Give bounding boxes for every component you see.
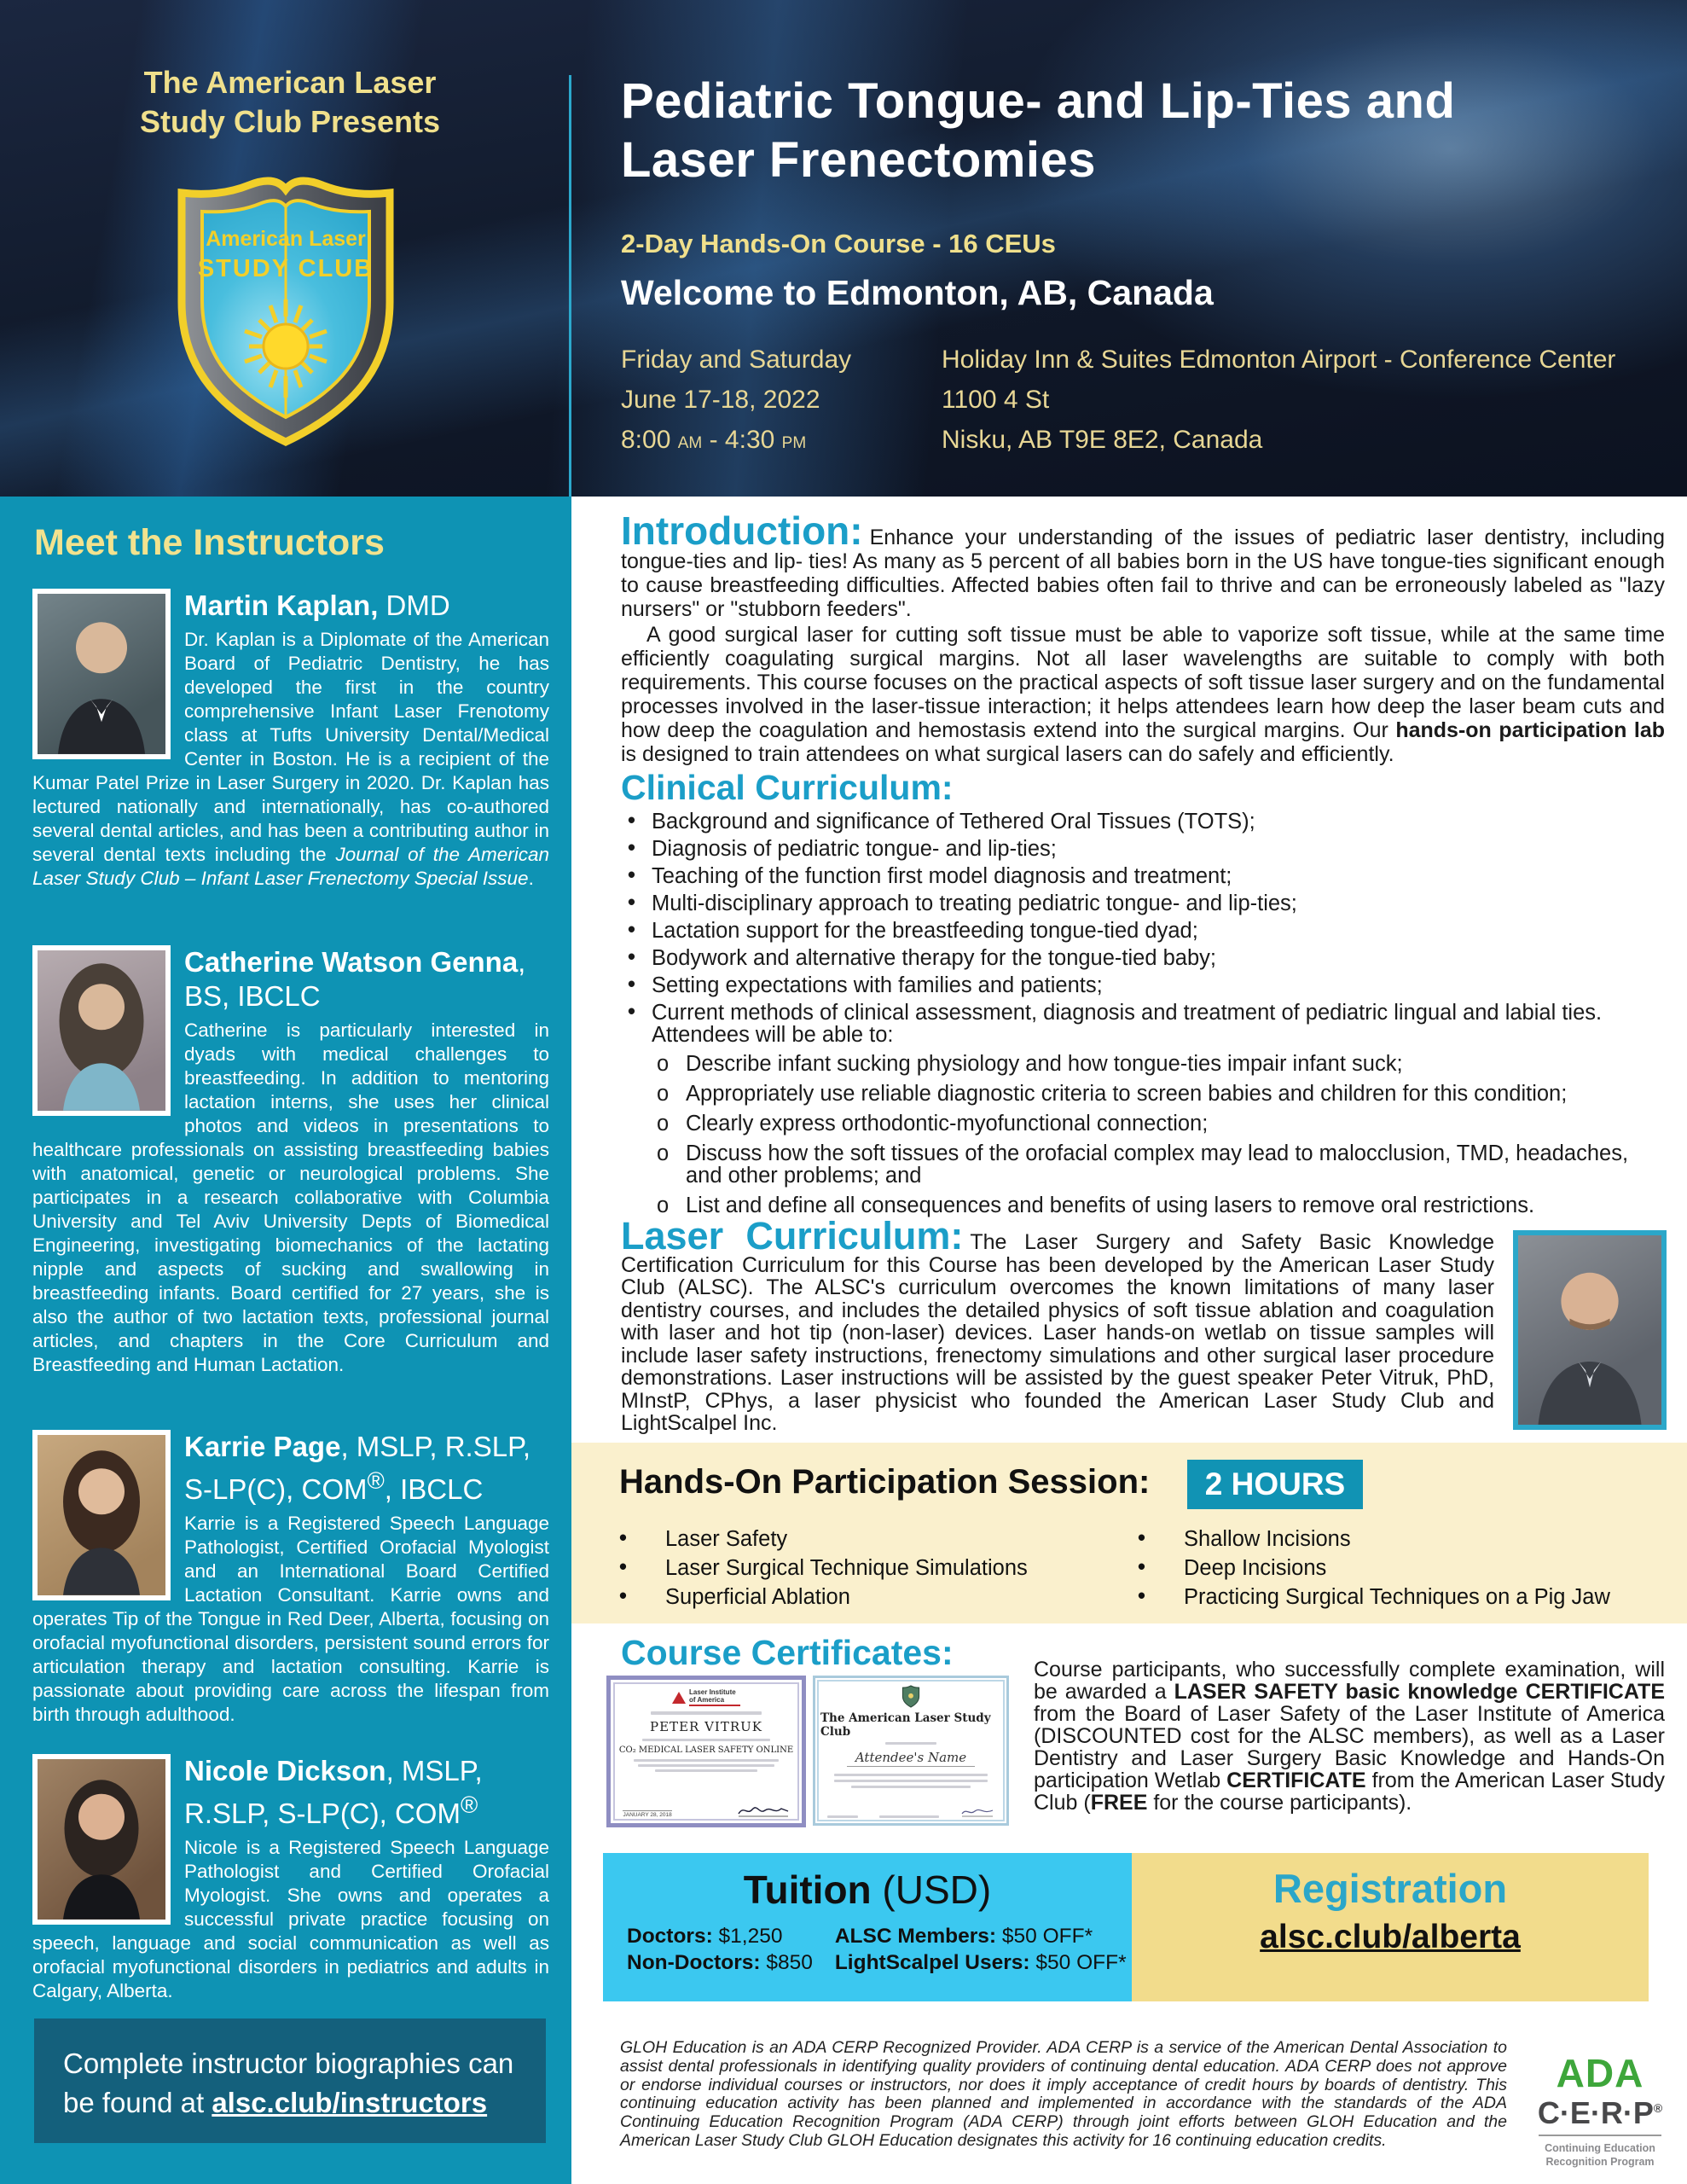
- cert-text-line: [642, 1739, 770, 1741]
- clinical-bullet: • Diagnosis of pediatric tongue- and lip-ties;: [621, 838, 1665, 860]
- certificates-heading: Course Certificates:: [621, 1633, 954, 1672]
- venue-street: 1100 4 St: [942, 386, 1050, 414]
- clinical-heading: Clinical Curriculum:: [621, 768, 954, 807]
- instructor-bios-note: Complete instructor biographies can be found at alsc.club/instructors: [34, 2018, 546, 2143]
- instructor-card-nicole-dickson: [32, 1754, 549, 2003]
- cert-text-line: [827, 1815, 858, 1818]
- certificates-paragraph: Course participants, who successfully complete examination, will be awarded a LASER SAFETY basic knowledge CERTIFICATE from the Board of Laser Safety of the Laser Institute of America (DISCOUNTED cost for the ALSC members), as well as a Laser Dentistry and Laser Surgery Basic Knowledge and Hands-On participation Wetlab CERTIFICATE from the American Laser Study Club (FREE for the course participants).: [1034, 1658, 1665, 1815]
- person-silhouette-icon: [38, 950, 165, 1111]
- hands-on-bullet: • Laser Safety: [619, 1528, 1097, 1550]
- clinical-sub-bullet: o Appropriately use reliable diagnostic criteria to screen babies and children for this condition;: [653, 1083, 1665, 1105]
- section-laser-curriculum: [621, 1214, 1667, 1438]
- laser-paragraph: The Laser Surgery and Safety Basic Knowledge Certification Curriculum for this Course has been developed by the American Laser Study Club (ALSC). The ALSC's curriculum overcomes the known limitations of many laser dentistry courses, and includes the detailed physics of soft tissue ablation and coagulation with laser and hot tip (non-laser) devices. Laser hands-on wetlab on tissue samples will include laser safety instructions, frenectomy simulations and other surgical laser procedure demonstrations. Laser instructions will be assisted by the guest speaker Peter Vitruk, PhD, MInstP, CPhys, a laser physicist who founded the American Laser Study Club and LightScalpel Inc.: [621, 1230, 1494, 1435]
- tuition-box: [603, 1853, 1132, 2001]
- title-line2: Laser Frenectomies: [621, 132, 1097, 188]
- cert-text-line: [834, 1774, 988, 1776]
- mini-shield-icon: [901, 1685, 920, 1708]
- clinical-bullet: • Setting expectations with families and patients;: [621, 974, 1665, 996]
- lia-logo: Laser Institute of America: [672, 1688, 740, 1706]
- hands-on-bullet: • Superficial Ablation: [619, 1586, 1097, 1608]
- instructor-card-martin-kaplan: [32, 589, 549, 891]
- presents-line2: Study Club Presents: [139, 104, 441, 139]
- instructor-photo: [32, 945, 171, 1116]
- instructor-name: Karrie Page, MSLP, R.SLP, S-LP(C), COM®, IBCLC: [184, 1431, 531, 1505]
- cert-text-line: [885, 1742, 936, 1745]
- duration-badge: 2 HOURS: [1187, 1460, 1363, 1509]
- signature-icon: [960, 1806, 994, 1818]
- logo-text-line1: American Laser: [206, 227, 366, 251]
- time-start-meridiem: AM: [677, 434, 703, 452]
- welcome-line: Welcome to Edmonton, AB, Canada: [621, 273, 1214, 312]
- clinical-sub-bullet: o Clearly express orthodontic-myofunctional connection;: [653, 1112, 1665, 1135]
- clinical-sub-bullet: o Discuss how the soft tissues of the orofacial complex may lead to malocclusion, TMD, headaches, and other problems; and: [653, 1142, 1665, 1187]
- ada-cerp-disclaimer: GLOH Education is an ADA CERP Recognized Provider. ADA CERP is a service of the American Dental Association to assist dental professionals in identifying quality providers of continuing dental education. ADA CERP does not approve or endorse individual courses or instructors, nor does it imply acceptance of credit hours by boards of dentistry. This continuing education activity has been planned and implemented in accordance with the standards of the ADA Continuing Education Recognition Program (ADA CERP) through joint efforts between GLOH Education and the American Laser Study Club GLOH Education designates this activity for 16 continuing education credits.: [620, 2038, 1507, 2150]
- cert-text-line: [651, 1711, 762, 1715]
- course-info: 2-Day Hands-On Course - 16 CEUs: [621, 229, 1056, 258]
- hands-on-left-list: [619, 1528, 1097, 1615]
- logo-text-line2: STUDY CLUB: [197, 255, 374, 282]
- instructor-name: Catherine Watson Genna, BS, IBCLC: [184, 946, 526, 1012]
- hands-on-bullet: • Practicing Surgical Techniques on a Pig Jaw: [1138, 1586, 1667, 1608]
- ada-cerp-logo: ADA C·E·R·P® Continuing Education Recognition Program: [1535, 2054, 1665, 2169]
- section-introduction: [621, 508, 1665, 766]
- certificate-thumbnails: [606, 1676, 1009, 1827]
- hands-on-session-box: [571, 1443, 1687, 1623]
- cert-recipient: Attendee's Name: [847, 1750, 975, 1767]
- header-banner: [0, 0, 1687, 497]
- cert-text-line: [655, 1769, 757, 1772]
- hands-on-bullet: • Shallow Incisions: [1138, 1528, 1667, 1550]
- person-silhouette-icon: [38, 1759, 165, 1920]
- cert-text-line: [834, 1780, 988, 1782]
- section-clinical-curriculum: [621, 768, 1665, 1224]
- clinical-bullet: • Background and significance of Tethered Oral Tissues (TOTS);: [621, 810, 1665, 833]
- cert-text-line: [851, 1786, 971, 1788]
- lia-triangle-icon: [672, 1692, 686, 1704]
- instructor-card-karrie-page: [32, 1430, 549, 1727]
- instructor-photo: [32, 1430, 171, 1600]
- venue-city: Nisku, AB T9E 8E2, Canada: [942, 426, 1263, 454]
- clinical-sub-bullets: [653, 1053, 1665, 1217]
- registered-mark: ®: [367, 1467, 385, 1494]
- cert-recipient: PETER VITRUK: [650, 1719, 762, 1734]
- schedule-block: [621, 340, 851, 463]
- cert-course: CO₂ MEDICAL LASER SAFETY ONLINE: [618, 1745, 794, 1755]
- cert-date: JANUARY 28, 2018: [623, 1812, 672, 1818]
- venue-block: [942, 340, 1615, 460]
- tuition-prices: [627, 1923, 813, 1976]
- sidebar-heading: Meet the Instructors: [34, 522, 385, 563]
- instructor-photo: [32, 589, 171, 759]
- clinical-sub-bullet: o Describe infant sucking physiology and how tongue-ties impair infant suck;: [653, 1053, 1665, 1075]
- cert-text-line: [879, 1815, 939, 1818]
- tuition-row: Non-Doctors: $850: [627, 1951, 813, 1974]
- person-silhouette-icon: [38, 594, 165, 754]
- instructor-bio: Karrie is a Registered Speech Language Pathologist, Certified Orofacial Myologist and an International Board Certified Lactation Consultant. Karrie owns and operates Tip of the Tongue in Red Deer, Alberta, focusing on orofacial myofunctional disorders, persistent sound errors for articulation therapy and lactation consulting. Karrie is passionate about providing care across the lifespan from birth through adulthood.: [32, 1513, 549, 1725]
- venue-name: Holiday Inn & Suites Edmonton Airport - Conference Center: [942, 346, 1616, 374]
- header-divider: [569, 75, 571, 497]
- instructor-bio: Nicole is a Registered Speech Language Pathologist and Certified Orofacial Myologist. She owns and operates a successful private practice focusing on speech, language and social communication as well as orofacial myofunctional disorders in pediatrics and adults in Calgary, Alberta.: [32, 1837, 549, 2001]
- tuition-row: ALSC Members: $50 OFF*: [834, 1925, 1093, 1948]
- clinical-bullet: • Teaching of the function first model diagnosis and treatment;: [621, 865, 1665, 887]
- ada-logo-rule: [1539, 2135, 1661, 2136]
- cert-text-line: [638, 1764, 774, 1767]
- presents-tagline: [51, 63, 529, 142]
- peter-vitruk-photo: [1513, 1230, 1667, 1430]
- tuition-discounts: [835, 1923, 1127, 1976]
- clinical-sub-bullet: o List and define all consequences and benefits of using lasers to remove oral restrictions.: [653, 1194, 1665, 1217]
- registered-mark: ®: [1653, 2101, 1663, 2115]
- clinical-bullet: • Bodywork and alternative therapy for the tongue-tied baby;: [621, 947, 1665, 969]
- instructors-link[interactable]: alsc.club/instructors: [212, 2087, 488, 2118]
- hands-on-bullet: • Deep Incisions: [1138, 1557, 1667, 1579]
- registration-box: [1132, 1853, 1649, 2001]
- time-separator: -: [709, 426, 718, 454]
- instructor-bio: Dr. Kaplan is a Diplomate of the American Board of Pediatric Dentistry, he has developed the first in the country comprehensive Infant Laser Frenotomy class at Tufts University Dental/Medical Center in Boston. He is a recipient of the Kumar Patel Prize in Laser Surgery in 2020. Dr. Kaplan has lectured nationally and internationally, has co-authored several dental articles, and has been a contributing author in several dental texts including the Journal of the American Laser Study Club – Infant Laser Frenectomy Special Issue.: [32, 629, 549, 889]
- clinical-bullet: • Lactation support for the breastfeeding tongue-tied dyad;: [621, 920, 1665, 942]
- instructor-name: Martin Kaplan, DMD: [184, 590, 450, 621]
- logo-sun-icon: [264, 324, 308, 369]
- time-start: 8:00: [621, 426, 671, 454]
- registration-title: Registration: [1272, 1866, 1508, 1911]
- registration-link[interactable]: alsc.club/alberta: [1260, 1919, 1521, 1955]
- signature-icon: [737, 1803, 790, 1818]
- ada-text: ADA: [1556, 2051, 1644, 2095]
- schedule-days: Friday and Saturday: [621, 346, 852, 374]
- person-silhouette-icon: [1518, 1235, 1661, 1425]
- instructor-photo: [32, 1754, 171, 1925]
- clinical-bullet: • Current methods of clinical assessment, diagnosis and treatment of pediatric lingual and labial ties. Attendees will be able to:: [621, 1002, 1665, 1046]
- person-silhouette-icon: [38, 1435, 165, 1595]
- cert-text-line: [634, 1759, 779, 1762]
- laser-heading: Laser Curriculum:: [621, 1214, 964, 1258]
- instructor-name: Nicole Dickson, MSLP, R.SLP, S-LP(C), COM®: [184, 1755, 483, 1829]
- tuition-row: LightScalpel Users: $50 OFF*: [834, 1951, 1127, 1974]
- cerp-text: C·E·R·P®: [1537, 2095, 1663, 2130]
- instructor-bio: Catherine is particularly interested in dyads with medical challenges to breastfeeding. In addition to mentoring lactation interns, she uses her clinical photos and videos in presentations to healthcare professionals on assisting breastfeeding babies with anatomical, genetic or neurological problems. She participates in a research collaborative with Columbia University and Tel Aviv University Depts of Biomedical Engineering, investigating biomechanics of the lactating nipple and aspects of sucking and swallowing in breastfeeding infants. Board certified for 27 years, she is also the author of two lactation texts, professional journal articles, and chapters in the Core Curriculum and Breastfeeding and Human Lactation.: [32, 1019, 549, 1375]
- instructor-card-catherine-watson-genna: [32, 945, 549, 1377]
- cert-org: The American Laser Study Club: [820, 1711, 991, 1739]
- title-line1: Pediatric Tongue- and Lip-Ties and: [621, 73, 1456, 129]
- introduction-paragraph-2: A good surgical laser for cutting soft tissue must be able to vaporize soft tissue, while at the same time efficiently coagulating surgical margins. Not all laser wavelengths are suitable to comply with both requirements. This course focuses on the practical aspects of soft tissue laser surgery and on the fundamental processes involved in the laser-tissue interaction; it helps attendees learn how deep the laser beam cuts and how deep the coagulation and hemostasis extend into the surgical margins. Our hands-on participation lab is designed to train attendees on what surgical lasers can do safely and efficiently.: [621, 623, 1665, 766]
- presents-line1: The American Laser: [143, 65, 437, 100]
- time-end: 4:30: [724, 426, 775, 454]
- tuition-row: Doctors: $1,250: [627, 1925, 783, 1948]
- alsc-shield-logo-icon: [155, 159, 416, 457]
- introduction-heading: Introduction:: [621, 508, 863, 553]
- introduction-paragraph-1: Enhance your understanding of the issues of pediatric laser dentistry, including tongue-ties and lip- ties! As many as 5 percent of all babies born in the US have tongue-ties significant enough to cause breastfeeding difficulties. Affected babies often fail to thrive and can be erroneously labeled as "lazy nursers" or "stubborn feeders".: [621, 526, 1665, 621]
- tuition-title: Tuition (USD): [743, 1867, 992, 1912]
- registered-mark: ®: [460, 1792, 478, 1818]
- certificate-lia: [606, 1676, 806, 1827]
- hands-on-right-list: [1138, 1528, 1667, 1615]
- schedule-dates: June 17-18, 2022: [621, 386, 820, 414]
- hands-on-bullet: • Laser Surgical Technique Simulations: [619, 1557, 1097, 1579]
- attendees-intro: Attendees will be able to:: [652, 1023, 894, 1047]
- certificate-alsc: [813, 1676, 1009, 1826]
- instructors-sidebar: [0, 497, 571, 2184]
- hands-on-heading: Hands-On Participation Session:: [619, 1463, 1151, 1501]
- page-title: [621, 72, 1653, 189]
- schedule-time: [621, 420, 851, 463]
- clinical-bullet: • Multi-disciplinary approach to treating pediatric tongue- and lip-ties;: [621, 892, 1665, 915]
- time-end-meridiem: PM: [781, 434, 807, 452]
